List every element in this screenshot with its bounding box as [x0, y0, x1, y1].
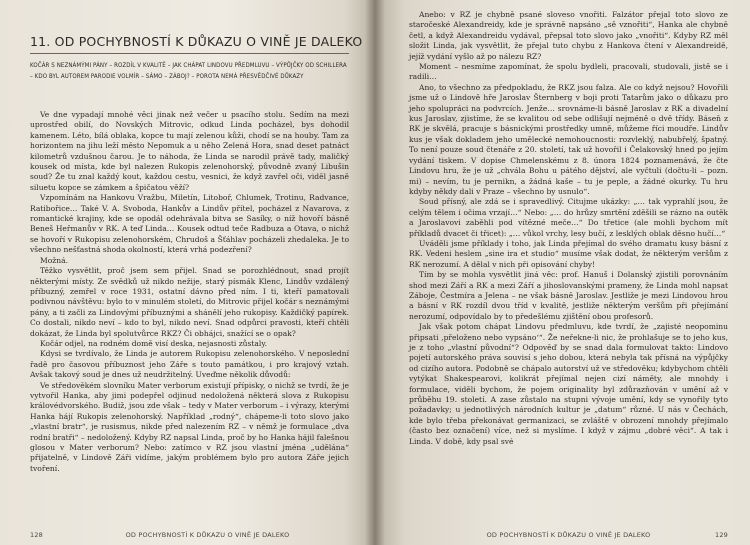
paragraph: Soud přísný, ale zdá se i spravedlivý. Citujme ukázky: „… tak vyprahlí jsou, že celým tělem i očima vrzají…“ Nebo: „… do hrůzy smrtění zděšili se rázno na outěk a Jaroslavovi zaběhli pod vítězné meče…“ Do třetice (ale mohli bychom mít příkladů dvacet či třicet): „… vůkol vrchy, lesy bučí, z lesklých oblak děsno hučí…“: [409, 197, 728, 238]
running-footer: OD POCHYBNOSTÍ K DŮKAZU O VINĚ JE DALEKO: [125, 531, 290, 539]
right-page: [375, 0, 750, 545]
page-number: 128: [30, 531, 44, 539]
paragraph: Tím by se mohla vysvětlit jiná věc: prof. Hanuš i Dolanský zjistili porovnáním shod mezi Září a RK a mezi Září a jihoslovanskými prameny, že Linda mohl napsat Záboje, Čestmíra a Jelena – ne však básně Jaroslav. Jestliže je mezi Lindovou hrou a básní v RK rozdíl dvou tříd v kvalitě, jestliže některým veršům při přejímání nerozumí, odpovídalo by to předešlému zjištění obou profesorů.: [409, 270, 728, 321]
paragraph: Ve dne vypadají mnohé věci jinak než večer u psacího stolu. Sedím na mezi uprostřed obilí, do Novských Mitrovic, odkud Linda pocházel, bys dohodil kamenem. Léto, bílá oblaka, kopce tu mají zelenou kůži, chodí se na houby. Tam za horizontem na jihu leží město Nepomuk a u něho Zelená Hora, snad deset patnáct kilometrů vzdušnou čarou. Je to náhoda, že Linda se narodil právě tady, maličký kousek od místa, kde byl nalezen Rukopis zelenohorský, původně zvaný Libušin soud? Že tu znal každý kout, každou cestu, vesnici, že když zavřel oči, viděl jasně siluetu kopce se zámkem a špičatou věží?: [30, 110, 349, 192]
paragraph: Těžko vysvětlit, proč jsem sem přijel. Snad se porozhlédnout, snad projít některými místy. Ze svědků už nikdo nežije, starý písmák Klenc, Lindův vzdálený příbuzný, zemřel v roce 1931, ostatní dávno před ním. I ti, kteří pamatovali podivnou návštěvu: bylo to v minulém století, do Mitrovic přijel kočár s neznámými pány, a ti začli za Lindovými příbuznými a shánělí jeho rukopisy. Každičký papírek. Co dostali, nikdo neví – kdo to byl, nikdo neví. Snad odpůrci pravosti, kteří chtěli dokázat, že Linda byl spolutvůrce RKZ? Či obhájci, snažící se o opak?: [30, 266, 349, 338]
paragraph: Uváděli jsme příklady i toho, jak Linda přejímal do svého dramatu kusy básní z RK. Vedeni heslem „sine ira et studio“ musíme však dodat, že některým veršům z RK nerozumí. A dělal v nich při opisování chyby!: [409, 238, 728, 269]
running-footer: OD POCHYBNOSTÍ K DŮKAZU O VINĚ JE DALEKO: [486, 531, 651, 539]
paragraph: Anebo: v RZ je chybně psané sloveso vnořiti. Falzátor přejal toto slovo ze staročeské Alexandreidy, kde je správně napsáno „sě vznořiti“, Hanka ale chybně četl, a když Alexandreidu vydával, přepsal toto slovo jako „vnořiti“. Kdyby RZ měl složit Linda, jak vysvětlit, že přejal tuto chybu z Hankova čtení v Alexandreidě, jejíž vydání vyšlo až po nálezu RZ?: [409, 10, 728, 61]
paragraph: Vzpomínám na Hankovu Vražbu, Miletín, Litoboř, Chlumek, Trotinu, Radvance, Ratibořice… Také V. A. Svoboda, Hankův a Lindův přítel, pocházel z Navarova, z romantické krajiny, kde se opodál odehrávala bitva se Sasíky, o níž hovoří básně Beneš Heřmanův v RK. A teď Linda… Kousek odtud teče Radbuza a Otava, o nichž se hovoří v Rukopisu zelenohorském, Chrudoš a Šťáhlav pocházeli zhedaleka. Je to všechno nešťastná shoda okolností, která vrhá podezření?: [30, 193, 349, 255]
page-number: 129: [714, 531, 728, 539]
paragraph: Jak však potom chápat Lindovu předmluvu, kde tvrdí, že „zajisté neopominu připsati ,přeloženo nebo vypsáno‘“. Že neřekne-li nic, že prohlašuje se to jeho kus, je z toho „vlastní původní“? Odpověď by se snad dala formulovat takto: Lindovo pojetí autorského práva souvisí s jeho dobou, která nebyla tak přísná na výpůjčky od cizího autora. Podobně se chápalo autorství už ve středověku; kdybychom chtěli vytýkat Shakespearovi, kolikrát přejímal nejen cizí náměty, ale mnohdy i formulace, viděli bychom, že pojem originality byl zdůrazňován v umění až v průběhu 19. století. A zase zůstalo na stupni vývoje umění, kdy se vynořily tyto požadavky; u jednotlivých národních kultur je „datum“ různé. U nás v Čechách, kde bylo třeba překonávat germanizaci, se zvláště v obrození mnohdy přejímalo (často bez označení) více, než si myslíme. I když v zájmu „dobré věci“. A tak i Linda. V době, kdy psal své: [409, 322, 728, 446]
paragraph: Ano, to všechno za předpokladu, že RKZ jsou falza. Ale co když nejsou? Hovořili jsme už o Lindově hře Jaroslav Šternberg v boji proti Tatarům jako o důkazu pro jeho spolupráci na podvrcích. Jenže… srovnáme-li básně Jaroslav z RK a divadelní kus Jaroslav, zjistíme, že se kvalitou od sebe odlišují nejméně o dvě třídy. Báseň z RK je skvělá, pracuje s básnickými prostředky umně, můžeme říci moudře. Lindův kus je však dokladem jeho umělecké nemohoucnosti: rozvleklý, nabubřelý, špatný. To není pouze soud čtenáře z 20. století, tak už hovořil i Čelakovský hned po jejím vydání tiskem. V dopise Chmelenskému z 8. února 1824 poznamenává, že čte Lindovu hru, že je už „chvála Bohu u pátého dějství, ale vyčtuli (dočtu-li – pozn. mi) – nevím, tu je pernikn, a žádná kaše – tu je peple, a žádné okurky. Tu hru kdyby někdy dali v Praze – všechno by usnulo“.: [409, 82, 728, 196]
paragraph: Možná.: [40, 255, 69, 265]
paragraph: Moment – nesmíme zapomínat, že spolu bydleli, pracovali, studovali, jistě se i radili…: [409, 62, 728, 82]
paragraph: Kočár odjel, na rodném domě visí deska, nejasnosti zůstaly.: [40, 338, 268, 348]
chapter-title: 11. OD POCHYBNOSTÍ K DŮKAZU O VINĚ JE DALEKO: [30, 34, 349, 54]
chapter-abstract: KOČÁR S NEZNÁMÝMI PÁNY – ROZDÍL V KVALITĚ – JAK CHÁPAT LINDOVU PŘEDMLUVU – VÝPŮJČKY OD SCHILLERA – KDO BYL AUTOREM PARODIE VOLMÍR – SÁMO – ZÁBOJ? – POROTA NEMÁ PŘESVĚDČIVÉ DŮKAZY: [30, 62, 347, 80]
paragraph: Ve středověkém slovníku Mater verborum existují přípisky, o nichž se tvrdí, že je vytvořil Hanka, aby jimi podepřel odjinud nedoložená některá slova z Rukopisu královédvorského. Budiž, jsou zde však – tedy v Mater verborum – i výrazy, kterými Hanka hájí Rukopis zelenohorský. Například „rodný“, chápeme-li toto slovo jako „vlastní bratr“, je rusismus, nikde před nalezením RZ – v němž je formulace „dva rodní bratři“ – nedoložený. Kdyby RZ napsal Linda, proč by ho Hanka hájil falešnou glosou v Mater verborum? Nebo: zatímco v RZ jsou vlastní jména „udělána“ přijatelně, v Lindově Záři vidíme, jakým problémem bylo pro autora Záře jejich tvoření.: [30, 380, 349, 473]
paragraph: Kdysi se tvrdívalo, že Linda je autorem Rukopisu zelenohorského. V neposlední řadě pro časovou příbuznost jeho Záře s touto památkou, i pro krajový vztah. Avšak takový soud je dnes už neudržitelný. Uveďme několik důvodů:: [30, 349, 349, 380]
